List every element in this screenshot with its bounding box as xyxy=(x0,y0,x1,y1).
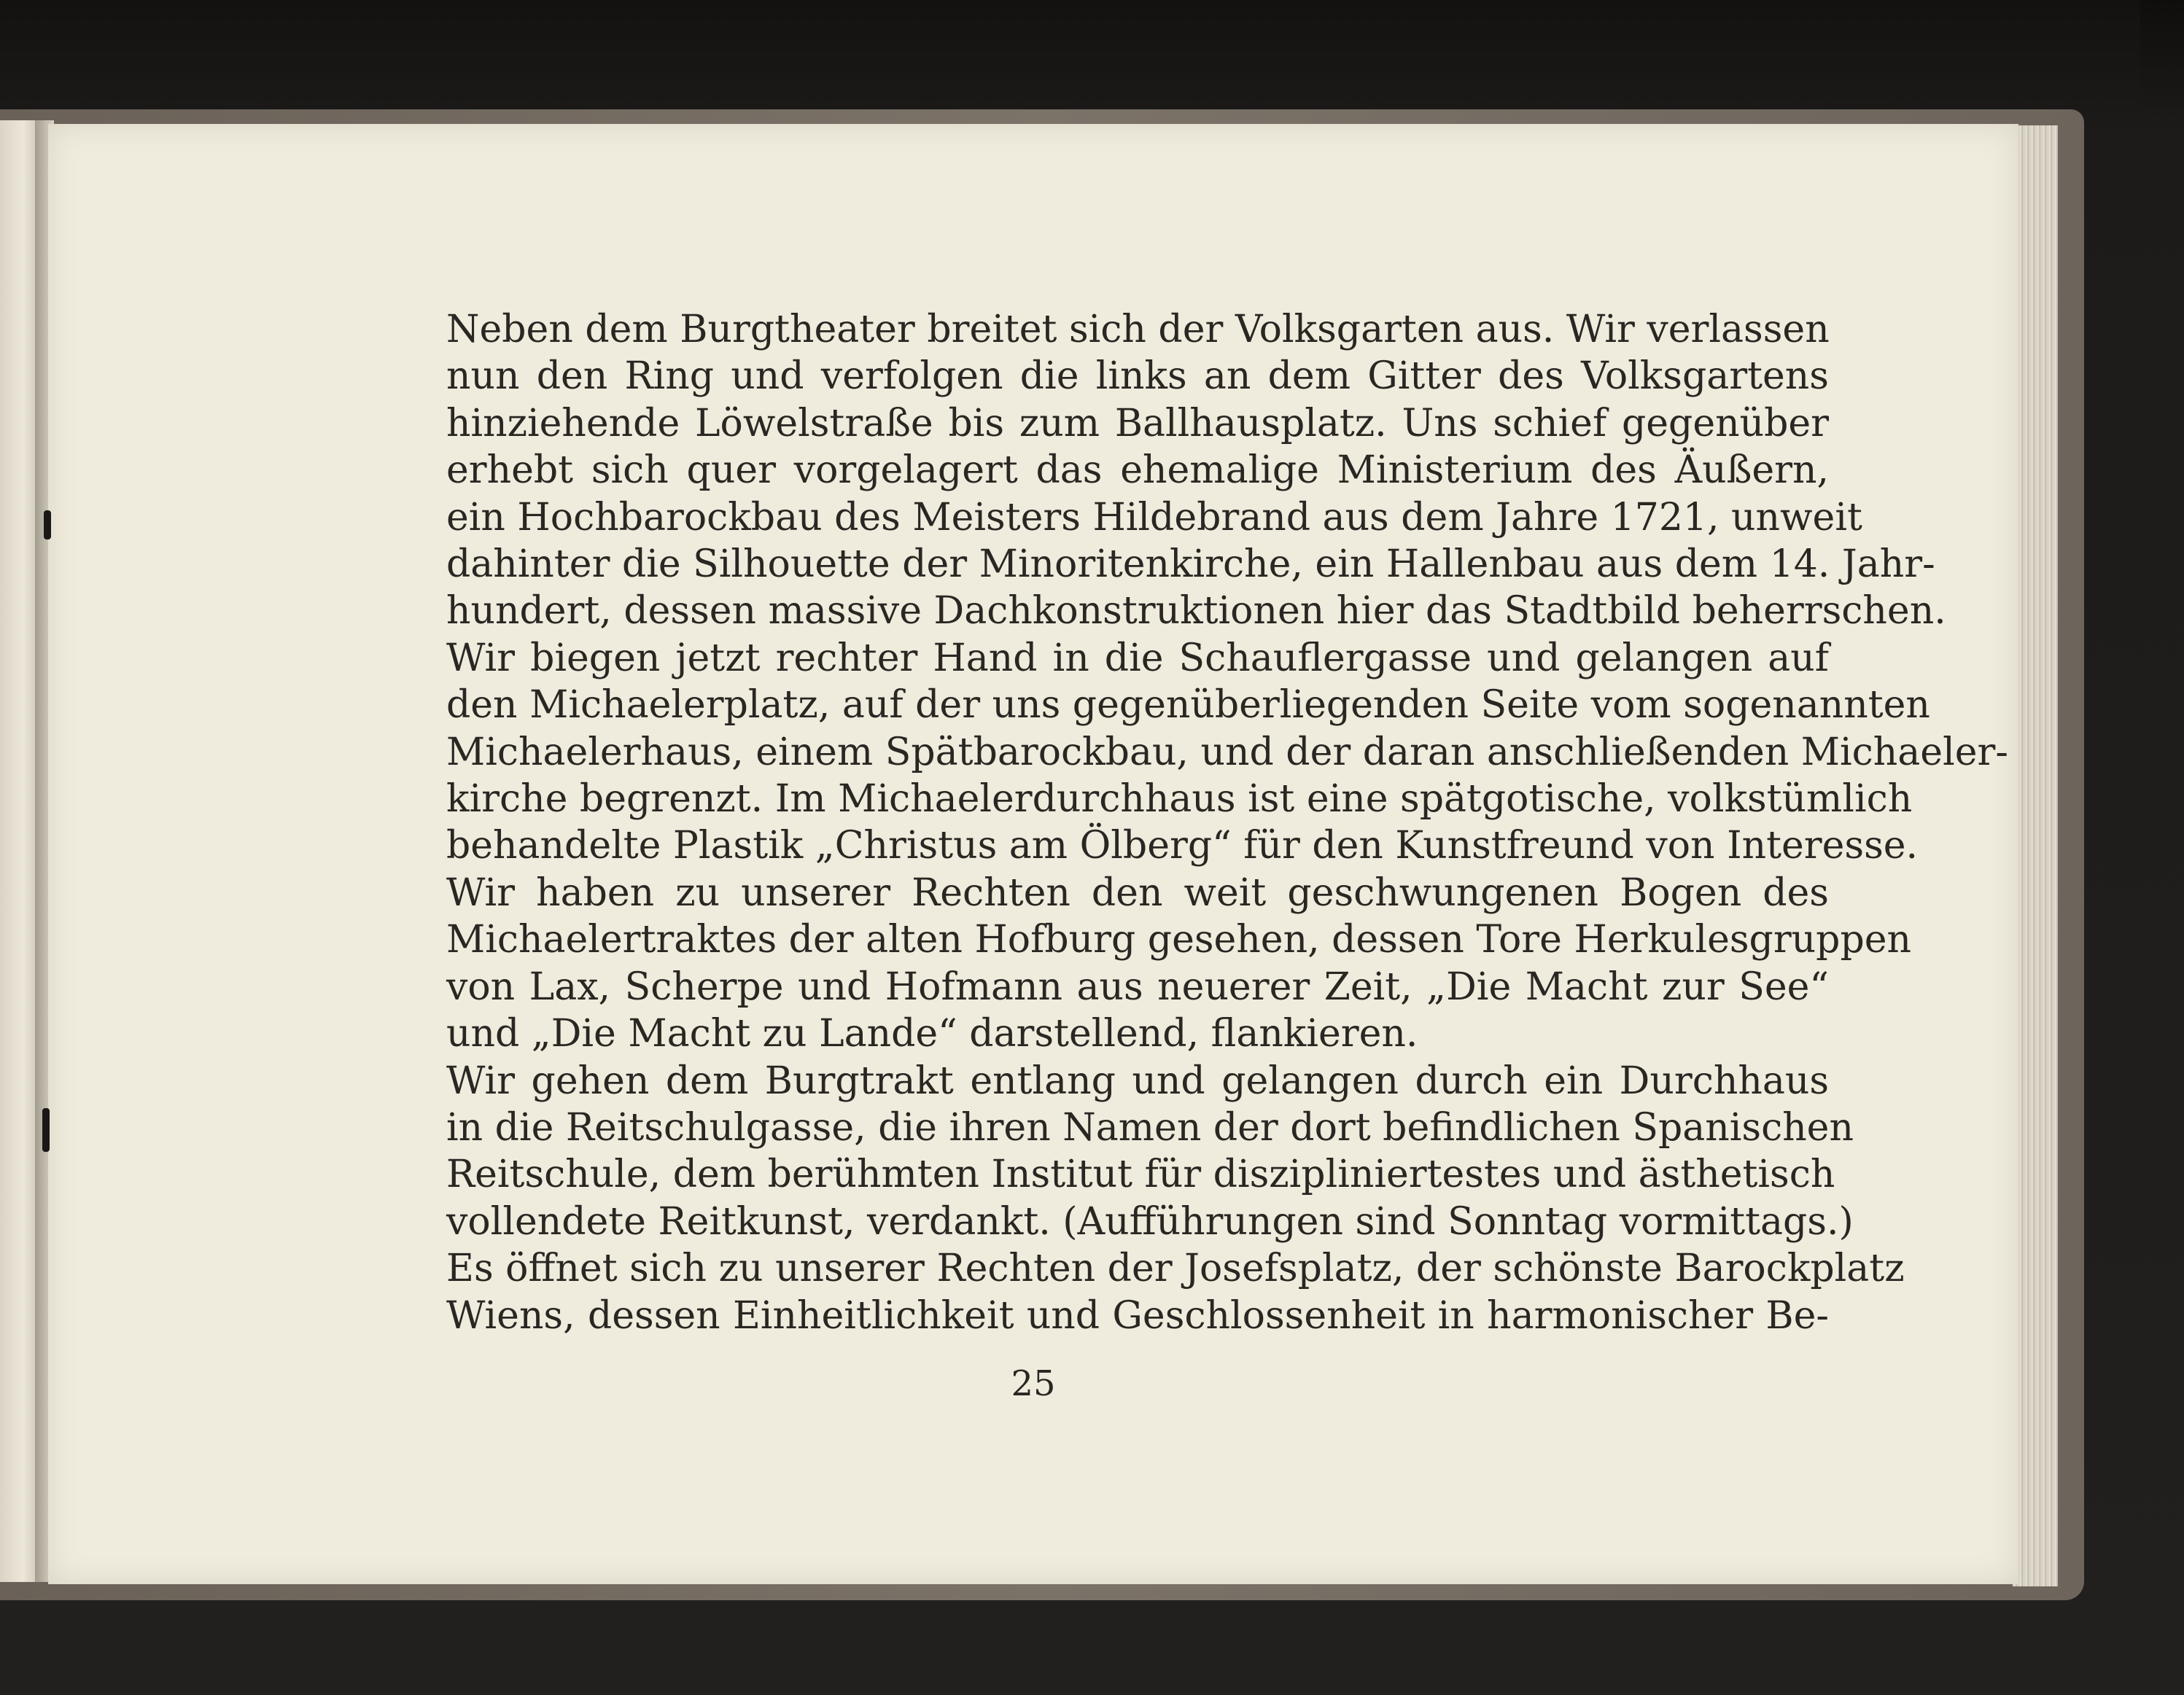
text-line: Wir biegen jetzt rechter Hand in die Schauflergasse und gelangen auf xyxy=(446,636,1829,680)
text-line: Es öffnet sich zu unserer Rechten der Josefsplatz, der schönste Barockplatz xyxy=(446,1247,1905,1291)
text-line: Wiens, dessen Einheitlichkeit und Geschlossenheit in harmonischer Be- xyxy=(446,1293,1829,1338)
paragraph-4 xyxy=(372,1058,1905,1339)
text-line: Michaelerhaus, einem Spätbarockbau, und der daran anschließenden Michaeler- xyxy=(446,730,2008,774)
text-line: und „Die Macht zu Lande“ darstellend, flankieren. xyxy=(446,1012,1418,1056)
paragraph-1 xyxy=(372,306,1946,635)
text-line: hinziehende Löwelstraße bis zum Ballhausplatz. Uns schief gegenüber xyxy=(446,401,1829,445)
scan-corner-shadow xyxy=(2140,0,2184,131)
text-line: dahinter die Silhouette der Minoritenkirche, ein Hallenbau aus dem 14. Jahr- xyxy=(446,542,1935,587)
margin-mark xyxy=(44,510,51,539)
text-line: Wir haben zu unserer Rechten den weit geschwungenen Bogen des xyxy=(446,870,1829,915)
text-line: Michaelertraktes der alten Hofburg gesehen, dessen Tore Herkulesgruppen xyxy=(446,918,1912,962)
text-line: behandelte Plastik „Christus am Ölberg“ für den Kunstfreund von Interesse. xyxy=(446,824,1919,868)
text-line: Wir gehen dem Burgtrakt entlang und gelangen durch ein Durchhaus xyxy=(446,1059,1829,1103)
text-line: Reitschule, dem berühmten Institut für diszipliniertestes und ästhetisch xyxy=(446,1153,1835,1197)
text-line: den Michaelerplatz, auf der uns gegenüberliegenden Seite vom sogenannten xyxy=(446,683,1930,728)
text-line: erhebt sich quer vorgelagert das ehemalige Ministerium des Äußern, xyxy=(446,448,1829,493)
page-edges xyxy=(2013,125,2058,1586)
text-line: nun den Ring und verfolgen die links an dem Gitter des Volksgartens xyxy=(446,354,1829,399)
paragraph-3 xyxy=(372,870,1912,1058)
body-text xyxy=(372,306,2008,1339)
text-line: Neben dem Burgtheater breitet sich der Volksgarten aus. Wir verlassen xyxy=(446,308,1830,351)
text-line: vollendete Reitkunst, verdankt. (Aufführungen sind Sonntag vormittags.) xyxy=(446,1199,1854,1244)
paragraph-2 xyxy=(372,635,2008,870)
page-number: 25 xyxy=(1011,1363,1056,1404)
left-facing-page xyxy=(0,120,38,1582)
text-line: ein Hochbarockbau des Meisters Hildebrand aus dem Jahre 1721, unweit xyxy=(446,495,1862,539)
margin-mark xyxy=(42,1108,50,1152)
text-line: in die Reitschulgasse, die ihren Namen der dort befindlichen Spanischen xyxy=(446,1105,1854,1150)
text-line: kirche begrenzt. Im Michaelerdurchhaus ist eine spätgotische, volkstümlich xyxy=(446,777,1913,822)
text-line: hundert, dessen massive Dachkonstruktionen hier das Stadtbild beherrschen. xyxy=(446,589,1946,634)
text-line: von Lax, Scherpe und Hofmann aus neuerer Zeit, „Die Macht zur See“ xyxy=(446,965,1829,1009)
book-page xyxy=(48,124,2018,1584)
